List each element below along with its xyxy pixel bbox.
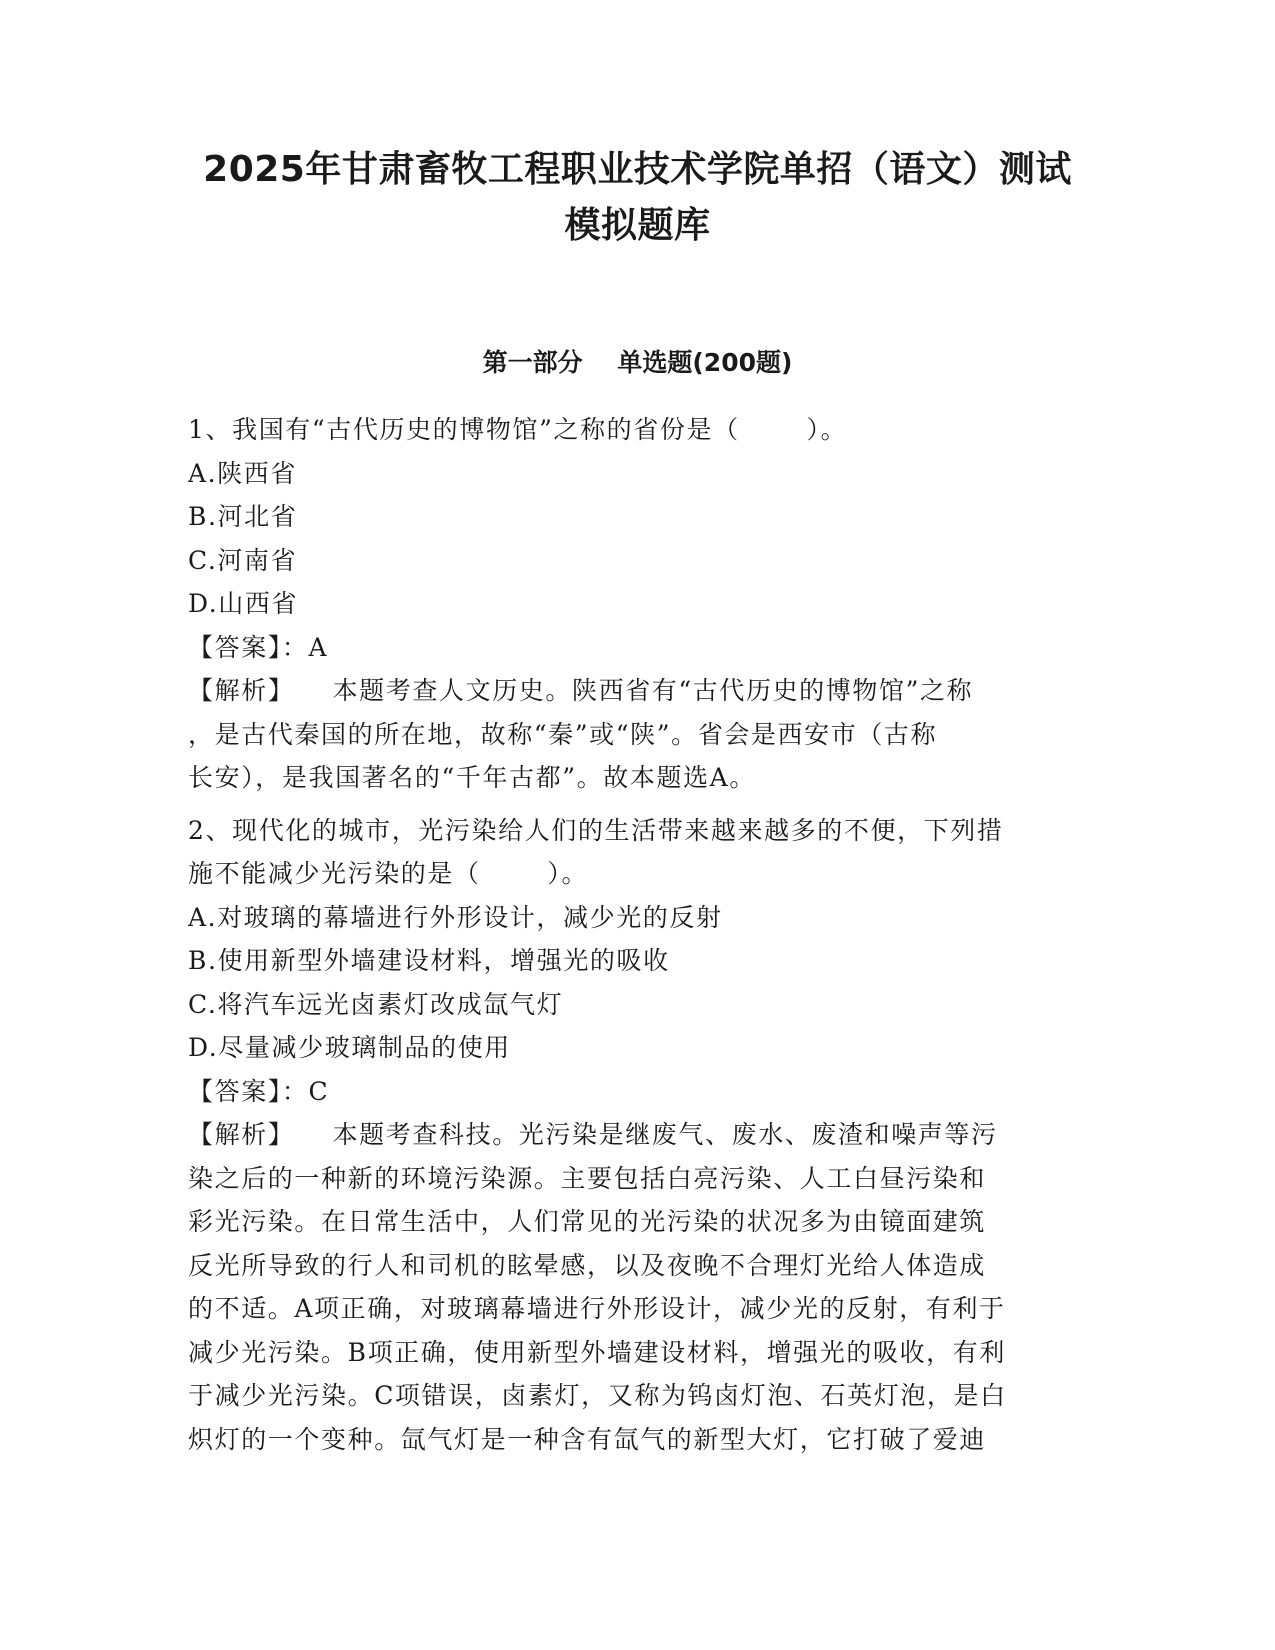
question-spacer — [188, 800, 1078, 809]
question-list — [188, 408, 1078, 1461]
option-c: C.河南省 — [188, 545, 298, 575]
document-title-line-1: 2025年甘肃畜牧工程职业技术学院单招（语文）测试 — [203, 149, 1072, 190]
question-stem-line: 1、我国有“古代历史的博物馆”之称的省份是（ ）。 — [188, 415, 848, 444]
document-title-line-2: 模拟题库 — [564, 205, 711, 246]
answer-line: 【答案】：A — [188, 632, 329, 662]
analysis-line: 长安），是我国著名的“千年古都”。故本题选A。 — [188, 763, 756, 792]
analysis-line: 【解析】 本题考查人文历史。陕西省有“古代历史的博物馆”之称 — [188, 676, 974, 705]
analysis-line: 染之后的一种新的环境污染源。主要包括白亮污染、人工白昼污染和 — [188, 1163, 987, 1193]
question-stem-line: 2、现代化的城市，光污染给人们的生活带来越来越多的不便，下列措 — [188, 815, 1004, 845]
analysis-line: 于减少光污染。C项错误，卤素灯，又称为钨卤灯泡、石英灯泡，是白 — [188, 1381, 1007, 1410]
option-a: A.陕西省 — [188, 458, 298, 488]
document-title — [150, 142, 1125, 254]
analysis-line: 炽灯的一个变种。氙气灯是一种含有氙气的新型大灯，它打破了爱迪 — [188, 1424, 987, 1454]
option-a: A.对玻璃的幕墙进行外形设计，减少光的反射 — [188, 902, 723, 932]
option-d: D.山西省 — [188, 589, 299, 618]
option-b: B.河北省 — [188, 502, 298, 531]
option-b: B.使用新型外墙建设材料，增强光的吸收 — [188, 946, 670, 975]
question-1 — [188, 408, 1078, 800]
question-stem-line: 施不能减少光污染的是（ ）。 — [188, 859, 589, 888]
option-d: D.尽量减少玻璃制品的使用 — [188, 1033, 511, 1062]
section-title: 第一部分 单选题(200题) — [482, 348, 793, 377]
analysis-line: 彩光污染。在日常生活中，人们常见的光污染的状况多为由镜面建筑 — [188, 1207, 987, 1236]
answer-line: 【答案】：C — [188, 1076, 330, 1106]
question-2 — [188, 809, 1078, 1462]
analysis-line: 的不适。A项正确，对玻璃幕墙进行外形设计，减少光的反射，有利于 — [188, 1294, 1006, 1323]
analysis-line: 反光所导致的行人和司机的眩晕感，以及夜晚不合理灯光给人体造成 — [188, 1250, 987, 1280]
analysis-line: 【解析】 本题考查科技。光污染是继废气、废水、废渣和噪声等污 — [188, 1120, 998, 1149]
analysis-line: 减少光污染。B项正确，使用新型外墙建设材料，增强光的吸收，有利 — [188, 1337, 1006, 1367]
analysis-line: ，是古代秦国的所在地，故称“秦”或“陕”。省会是西安市（古称 — [188, 719, 938, 749]
option-c: C.将汽车远光卤素灯改成氙气灯 — [188, 989, 564, 1019]
